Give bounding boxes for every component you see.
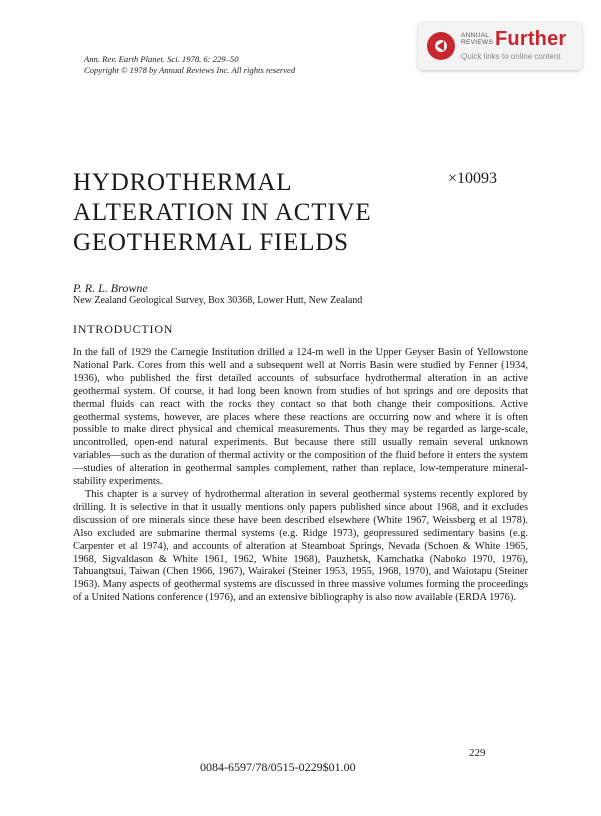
title-line: ALTERATION IN ACTIVE — [73, 199, 372, 226]
badge-brand-label: ANNUAL REVIEWS — [461, 32, 494, 46]
further-links-badge[interactable] — [418, 22, 582, 70]
copyright-notice: Copyright © 1978 by Annual Reviews Inc. All rights reserved — [84, 65, 296, 75]
author-name: P. R. L. Browne — [73, 281, 148, 295]
body-paragraph: This chapter is a survey of hydrothermal alteration in several geothermal systems recently explored by drilling. It is selective in that it usually mentions only papers published since about 1968, and it excludes discussion of ore minerals since these have been described elsewhere (White 1967, Weissberg et al 1978). Also excluded are submarine thermal systems (e.g. Ridge 1973), geopressured sedimentary basins (e.g. Carpenter et al 1974), and accounts of alteration at Steamboat Springs, Nevada (Schoen & White 1965, 1968, Sigvaldason & White 1961, 1962, White 1968), Pauzhetsk, Kamchatka (Naboko 1970, 1976), Tahuangtsui, Taiwan (Chen 1966, 1967), Wairakei (Steiner 1953, 1955, 1968, 1970), and Waiotapu (Steiner 1963). Many aspects of geothermal systems are discussed in three massive volumes forming the proceedings of a United Nations conference (1976), and an extensive bibliography is also now available (ERDA 1976). — [73, 488, 528, 604]
footer-code: 0084-6597/78/0515-0229$01.00 — [200, 760, 356, 774]
title-line: HYDROTHERMAL — [73, 169, 293, 196]
section-heading: INTRODUCTION — [73, 322, 174, 336]
journal-citation: Ann. Rev. Earth Planet. Sci. 1978. 6: 229–50 — [84, 54, 239, 64]
page-number: 229 — [469, 747, 486, 759]
article-body — [73, 347, 528, 605]
annual-reviews-logo-icon — [427, 32, 455, 60]
badge-subtitle: Quick links to online content — [461, 52, 561, 61]
article-title — [73, 168, 371, 258]
body-paragraph: In the fall of 1929 the Carnegie Institution drilled a 124-m well in the Upper Geyser Basin of Yellowstone National Park. Cores from this well and a subsequent well at Norris Basin were studied by Fenner (1934, 1936), who published the first detailed accounts of subsurface hydrothermal alteration in an active geothermal system. Of course, it had long been known from studies of hot springs and ore deposits that thermal fluids can react with the rocks they contact so that both change their compositions. Active geothermal systems, however, are places where these reactions are occurring now and where it is often possible to make direct physical and chemical measurements. Thus they may be regarded as large-scale, uncontrolled, open-end natural experiments. But because there still usually remain several unknown variables—such as the duration of thermal activity or the composition of the fluid before it enters the system—studies of alteration in geothermal samples complement, rather than replace, low-temperature mineral-stability experiments. — [73, 347, 528, 488]
journal-header — [84, 54, 295, 76]
badge-further-label: Further — [495, 28, 567, 50]
author-affiliation: New Zealand Geological Survey, Box 30368, Lower Hutt, New Zealand — [73, 295, 363, 306]
accession-number: ×10093 — [448, 170, 498, 187]
title-line: GEOTHERMAL FIELDS — [73, 229, 349, 256]
